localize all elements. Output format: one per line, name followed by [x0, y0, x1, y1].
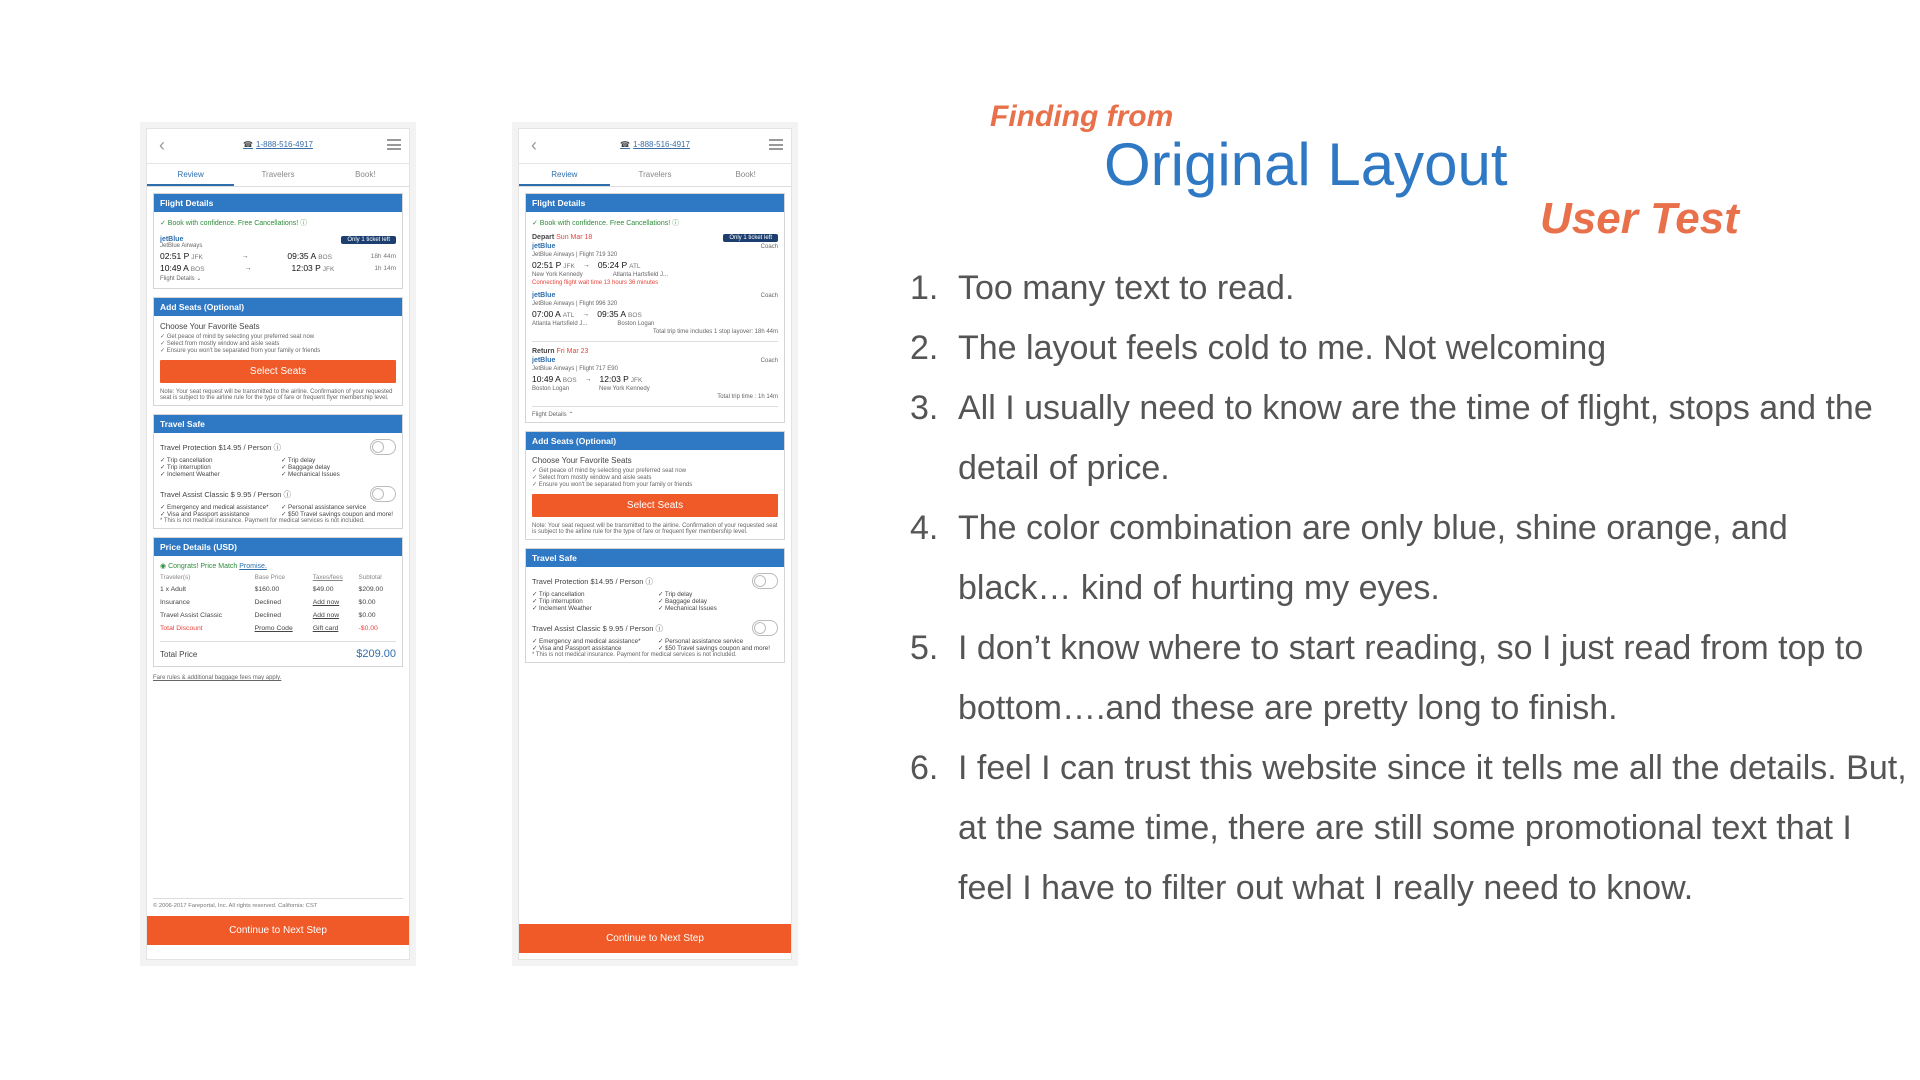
flight-number: JetBlue Airways | Flight 719 320: [532, 252, 618, 258]
mobile-screenshot-2: [518, 128, 792, 960]
tab-travelers[interactable]: Travelers: [638, 170, 672, 179]
benefit: ✓ Inclement Weather: [160, 471, 220, 478]
cell: Travel Assist Classic: [160, 612, 223, 619]
mobile-screenshot-1: [146, 128, 410, 960]
item-number: 6.: [910, 749, 939, 787]
benefit: ✓ Baggage delay: [281, 464, 331, 471]
duration: 18h 44m: [370, 252, 396, 260]
arr-time: 12:03 P: [291, 263, 321, 273]
arrow-icon: →: [244, 264, 252, 272]
top-bar: [519, 129, 791, 164]
arr-city: Boston Logan: [617, 321, 655, 327]
benefit: ✓ Mechanical Issues: [658, 605, 717, 612]
item-number: 1.: [910, 269, 939, 307]
depart-date: Sun Mar 18: [556, 234, 593, 241]
connecting-text: Connecting flight wait time 13 hours 36 minutes: [532, 280, 659, 286]
benefit: ✓ Baggage delay: [658, 598, 708, 605]
finding-label: Finding from: [990, 100, 1174, 133]
section-header: Flight Details: [526, 194, 784, 212]
ticket-badge: Only 1 ticket left: [341, 236, 396, 244]
findings-list: [910, 258, 1910, 918]
depart-label: Depart: [532, 234, 555, 241]
flight-details-link[interactable]: Flight Details ⌃: [532, 406, 778, 418]
benefit: ✓ Mechanical Issues: [281, 471, 340, 478]
airline-name: JetBlue Airways: [160, 243, 203, 249]
section-header: Add Seats (Optional): [154, 298, 402, 316]
select-seats-button[interactable]: Select Seats: [160, 360, 396, 383]
column-header: Subtotal: [358, 574, 382, 581]
column-header: Base Price: [254, 574, 286, 581]
price-table: [160, 572, 396, 635]
travel-safe-section: [525, 548, 785, 663]
benefit: ✓ Trip delay: [281, 457, 316, 464]
benefit: ✓ Visa and Passport assistance: [160, 511, 250, 518]
seat-bullet: ✓ Get peace of mind by selecting your preferred seat now: [532, 468, 687, 474]
confidence-text: ✓ Book with confidence. Free Cancellations! ⓘ: [160, 220, 308, 227]
seat-note: Note: Your seat request will be transmitted to the airline. Confirmation of your requested seat is subject to the airline rule for the type of fare or frequent flyer membership level.: [532, 523, 778, 535]
total-trip-time: Total trip time includes 1 stop layover: 18h 44m: [652, 329, 778, 335]
seat-bullet: ✓ Select from mostly window and aisle seats: [532, 475, 652, 481]
benefit: ✓ Trip delay: [658, 591, 693, 598]
benefit: ✓ Personal assistance service: [658, 638, 744, 645]
table-header-row: [160, 572, 396, 583]
arrow-icon: →: [584, 375, 592, 383]
select-seats-button[interactable]: Select Seats: [532, 494, 778, 517]
benefit: ✓ Personal assistance service: [281, 504, 367, 511]
phone-link[interactable]: ☎ 1-888-516-4917: [243, 140, 313, 149]
disclaimer: * This is not medical insurance. Payment for medical services is not included.: [532, 652, 737, 658]
column-header: Taxes/fees: [312, 574, 343, 581]
arrow-icon: →: [582, 310, 590, 318]
promise-link[interactable]: Promise.: [239, 563, 267, 570]
arr-time: 12:03 P: [599, 374, 629, 384]
seat-bullet: ✓ Select from mostly window and aisle seats: [160, 341, 280, 347]
seat-note: Note: Your seat request will be transmitted to the airline. Confirmation of your requested seat is subject to the airline rule for the type of fare or frequent flyer membership level.: [160, 389, 393, 401]
return-date: Fri Mar 23: [556, 348, 589, 355]
return-label: Return: [532, 348, 555, 355]
cabin-class: Coach: [760, 243, 778, 250]
copyright: © 2006-2017 Fareportal, Inc. All rights reserved. California: CST: [153, 898, 403, 909]
arr-time: 09:35 A: [597, 309, 627, 319]
arr-airport: JFK: [630, 377, 643, 384]
cell: $49.00: [312, 586, 334, 593]
table-row: [160, 583, 396, 596]
arr-time: 09:35 A: [287, 251, 317, 261]
benefit: ✓ Trip interruption: [532, 598, 583, 605]
item-text: The color combination are only blue, shine orange, and black… kind of hurting my eyes.: [958, 509, 1788, 607]
dep-airport: ATL: [562, 312, 575, 319]
add-seats-section: [525, 431, 785, 540]
step-tabs: [519, 164, 791, 187]
column-header: Traveler(s): [160, 574, 191, 581]
item-text: The layout feels cold to me. Not welcoming: [958, 329, 1607, 367]
dep-time: 02:51 P: [532, 260, 562, 270]
dep-time: 02:51 P: [160, 251, 190, 261]
section-header: Add Seats (Optional): [526, 432, 784, 450]
back-icon[interactable]: ‹: [531, 135, 537, 155]
arrow-icon: →: [582, 261, 590, 269]
menu-icon[interactable]: [769, 139, 783, 150]
protection-toggle[interactable]: [752, 573, 778, 589]
benefit: ✓ Trip cancellation: [160, 457, 213, 464]
slide-title: Original Layout: [1104, 131, 1508, 198]
price-details-section: [153, 537, 403, 667]
cell: Declined: [254, 612, 282, 619]
benefit: ✓ Trip interruption: [160, 464, 211, 471]
arr-airport: ATL: [629, 263, 641, 270]
item-number: 5.: [910, 629, 939, 667]
item-number: 3.: [910, 389, 939, 427]
continue-button[interactable]: Continue to Next Step: [147, 916, 409, 945]
assist-title: Travel Assist Classic $ 9.95 / Person ⓘ: [532, 623, 664, 633]
dep-time: 07:00 A: [532, 309, 561, 319]
return-trip-time: Total trip time : 1h 14m: [717, 394, 778, 400]
table-row: [160, 609, 396, 622]
item-number: 2.: [910, 329, 939, 367]
assist-toggle[interactable]: [370, 486, 396, 502]
table-row: [160, 622, 396, 635]
item-number: 4.: [910, 509, 939, 547]
cell: Declined: [254, 599, 282, 606]
phone-icon: ☎: [620, 140, 631, 149]
tab-travelers[interactable]: Travelers: [261, 170, 295, 179]
price-match-icon: ◉: [160, 563, 167, 570]
arr-airport: JFK: [322, 266, 335, 273]
arr-airport: BOS: [318, 254, 332, 261]
cell: $160.00: [254, 586, 280, 593]
cell: -$0.00: [358, 625, 378, 632]
add-now-link[interactable]: Add now: [312, 599, 340, 606]
list-item: [910, 738, 1910, 918]
seats-title: Choose Your Favorite Seats: [160, 322, 260, 331]
benefit: ✓ Emergency and medical assistance*: [532, 638, 641, 645]
benefit: ✓ $50 Travel savings coupon and more!: [658, 645, 771, 652]
benefit: ✓ Visa and Passport assistance: [532, 645, 622, 652]
item-text: Too many text to read.: [958, 269, 1295, 307]
top-bar: [147, 129, 409, 164]
duration: 1h 14m: [374, 264, 396, 272]
cell: 1 x Adult: [160, 586, 187, 593]
flight-number: JetBlue Airways | Flight 996 320: [532, 301, 618, 307]
tab-review[interactable]: Review: [519, 164, 610, 186]
cell: $0.00: [358, 599, 376, 606]
seat-bullet: ✓ Get peace of mind by selecting your preferred seat now: [160, 334, 315, 340]
arr-time: 05:24 P: [597, 260, 628, 270]
gift-card-link[interactable]: Gift card: [312, 625, 339, 632]
flight-details-section: [525, 193, 785, 423]
dep-city: Boston Logan: [532, 386, 570, 392]
arr-airport: BOS: [628, 312, 642, 319]
congrats-text: Congrats! Price Match: [168, 563, 240, 570]
tab-book[interactable]: Book!: [735, 170, 756, 179]
add-now-link[interactable]: Add now: [312, 612, 340, 619]
benefit: ✓ $50 Travel savings coupon and more!: [281, 511, 394, 518]
promo-code-link[interactable]: Promo Code: [254, 625, 293, 632]
item-text: I don’t know where to start reading, so I just read from top to bottom….and these are pretty long to finish.: [958, 629, 1864, 727]
seat-bullet: ✓ Ensure you won't be separated from your family or friends: [160, 348, 321, 354]
airline-logo: jetBlue: [532, 243, 556, 250]
section-header: Price Details (USD): [154, 538, 402, 556]
airline-logo: jetBlue: [160, 236, 184, 243]
benefit: ✓ Emergency and medical assistance*: [160, 504, 269, 511]
dep-airport: BOS: [562, 377, 577, 384]
flight-details-section: [153, 193, 403, 289]
dep-time: 10:49 A: [160, 263, 189, 273]
cell: $209.00: [358, 586, 384, 593]
protection-title: Travel Protection $14.95 / Person ⓘ: [532, 576, 654, 586]
dep-time: 10:49 A: [532, 374, 561, 384]
cabin-class: Coach: [760, 292, 778, 299]
cell: $0.00: [358, 612, 376, 619]
airline-logo: jetBlue: [532, 292, 556, 299]
cell: Insurance: [160, 599, 190, 606]
benefit: ✓ Trip cancellation: [532, 591, 585, 598]
dep-city: Atlanta Hartsfield J...: [532, 321, 588, 327]
arr-city: Atlanta Hartsfield J...: [612, 272, 669, 278]
phone-icon: ☎: [243, 140, 254, 149]
airline-logo: jetBlue: [532, 357, 556, 364]
protection-toggle[interactable]: [370, 439, 396, 455]
tab-review[interactable]: Review: [147, 164, 234, 186]
item-text: I feel I can trust this website since it tells me all the details. But, at the same time, there are still some promotional text that I feel I have to filter out what I really need to know.: [958, 749, 1907, 907]
dep-airport: JFK: [191, 254, 203, 261]
section-header: Travel Safe: [154, 415, 402, 433]
list-item: [910, 618, 1910, 738]
tab-book[interactable]: Book!: [355, 170, 376, 179]
benefit: ✓ Inclement Weather: [532, 605, 592, 612]
phone-link[interactable]: ☎ 1-888-516-4917: [620, 140, 690, 149]
list-item: [910, 378, 1910, 498]
fare-rules-link[interactable]: Fare rules & additional baggage fees may apply.: [153, 675, 282, 681]
flight-number: JetBlue Airways | Flight 717 E90: [532, 366, 618, 372]
seats-title: Choose Your Favorite Seats: [532, 456, 632, 465]
assist-toggle[interactable]: [752, 620, 778, 636]
step-tabs: [147, 164, 409, 187]
travel-safe-section: [153, 414, 403, 529]
section-header: Flight Details: [154, 194, 402, 212]
item-text: All I usually need to know are the time of flight, stops and the detail of price.: [958, 389, 1873, 487]
total-label: Total Price: [160, 649, 198, 659]
menu-icon[interactable]: [387, 139, 401, 150]
list-item: [910, 318, 1910, 378]
back-icon[interactable]: ‹: [159, 135, 165, 155]
dep-city: New York Kennedy: [532, 272, 583, 278]
continue-button[interactable]: Continue to Next Step: [519, 924, 791, 953]
disclaimer: * This is not medical insurance. Payment for medical services is not included.: [160, 518, 365, 524]
cabin-class: Coach: [760, 357, 778, 364]
ticket-badge: Only 1 ticket left: [723, 234, 778, 242]
table-row: [160, 596, 396, 609]
assist-title: Travel Assist Classic $ 9.95 / Person ⓘ: [160, 489, 292, 499]
arr-city: New York Kennedy: [599, 386, 650, 392]
section-header: Travel Safe: [526, 549, 784, 567]
dep-airport: BOS: [190, 266, 205, 273]
dep-airport: JFK: [563, 263, 575, 270]
plane-icon: →: [241, 252, 249, 260]
confidence-text: ✓ Book with confidence. Free Cancellations! ⓘ: [532, 220, 680, 227]
flight-details-link[interactable]: Flight Details ⌄: [160, 276, 202, 282]
cell: Total Discount: [160, 625, 203, 632]
list-item: [910, 498, 1910, 618]
protection-title: Travel Protection $14.95 / Person ⓘ: [160, 442, 282, 452]
list-item: [910, 258, 1910, 318]
seat-bullet: ✓ Ensure you won't be separated from your family or friends: [532, 482, 693, 488]
slide-subtitle: User Test: [1540, 194, 1739, 243]
add-seats-section: [153, 297, 403, 406]
total-value: $209.00: [356, 648, 396, 660]
